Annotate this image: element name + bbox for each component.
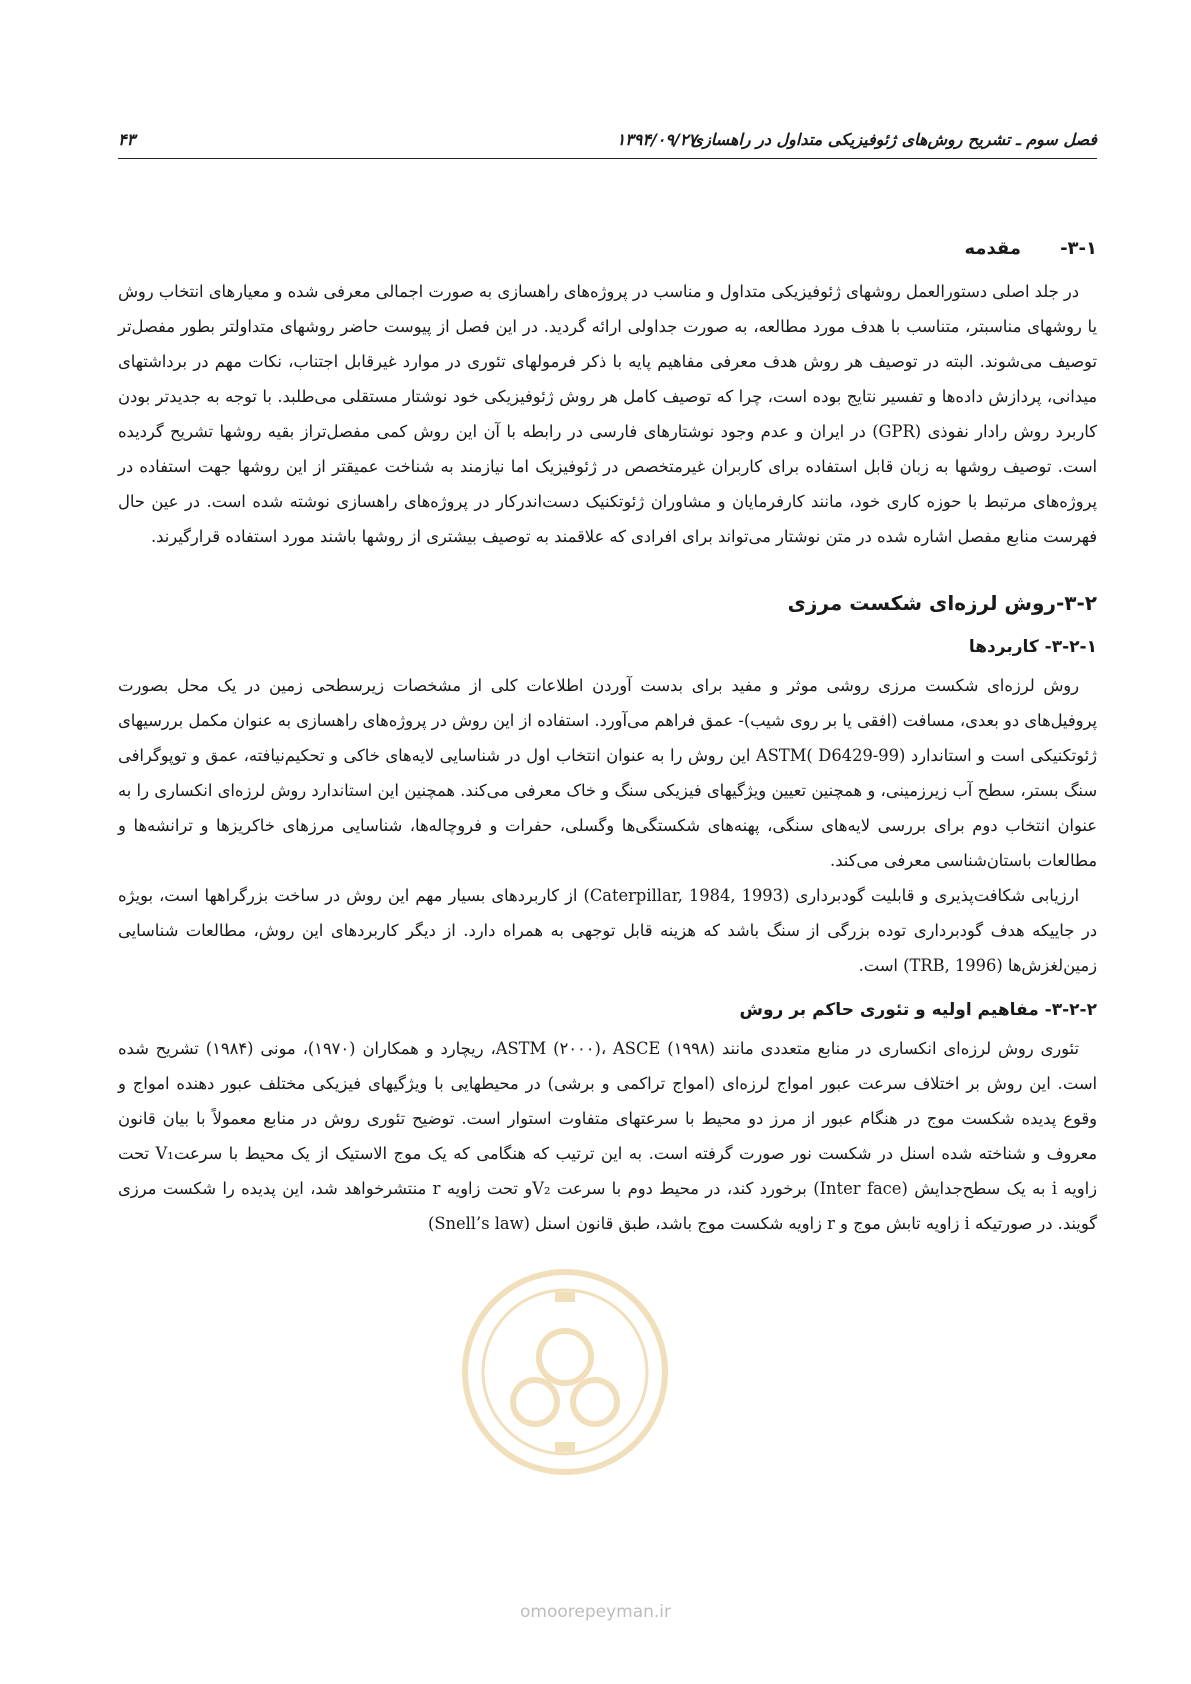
section-heading-introduction — [118, 236, 1097, 262]
header-rule — [118, 158, 1097, 159]
header-chapter-title: فصل سوم ـ تشریح روش‌های ژئوفیزیکی متداول در راهسازی — [690, 130, 1097, 149]
paragraph-applications-1: روش لرزه‌ای شکست مرزی روشی موثر و مفید برای بدست آوردن اطلاعات کلی از مشخصات زیرسطحی زمین در یک محل بصورت پروفیل‌های دو بعدی، مسافت (افقی یا بر روی شیب)- عمق فراهم می‌آورد. استفاده از این روش در پروژه‌های راهسازی به عنوان مکمل بررسیهای ژئوتکنیکی است و استاندارد (ASTM( D6429-99 این روش را به عنوان انتخاب اول در شناسایی لایه‌های خاکی و تحکیم‌نیافته، عمق و توپوگرافی سنگ بستر، سطح آب زیرزمینی، و همچنین تعیین ویژگیهای فیزیکی سنگ و خاک معرفی می‌کند. همچنین این استاندارد روش لرزه‌ای انکساری را به عنوان انتخاب دوم برای بررسی لایه‌های سنگی، پهنه‌های شکستگی‌ها وگسلی، حفرات و فروچاله‌ها، شناسایی مرزهای خاکریزها و ترانشه‌ها و مطالعات باستان‌شناسی معرفی می‌کند. — [118, 676, 1097, 870]
section-title: مقدمه — [964, 238, 1021, 259]
page-number: ۴۳ — [118, 130, 136, 149]
subsection-heading-theory: ۳-۲-۲- مفاهیم اولیه و تئوری حاکم بر روش — [739, 1000, 1097, 1020]
watermark-seal-icon — [455, 1262, 675, 1482]
watermark-site-url: omoorepeyman.ir — [519, 1602, 672, 1622]
paragraph-introduction: در جلد اصلی دستورالعمل روشهای ژئوفیزیکی متداول و مناسب در پروژه‌های راهسازی به صورت اجمالی معرفی شده و معیارهای انتخاب روش یا روشهای مناسبتر، متناسب با هدف مورد مطالعه، به صورت جداولی ارائه گردید. در این فصل از پیوست حاضر روشهای متداولتر بطور مفصل‌تر توصیف می‌شوند. البته در توصیف هر روش هدف معرفی مفاهیم پایه با ذکر فرمولهای تئوری در موارد غیرقابل اجتناب، نکات مهم در برداشتهای میدانی، پردازش داده‌ها و تفسیر نتایج بوده است، چرا که توصیف کامل هر روش ژئوفیزیکی خود نوشتار مستقلی می‌طلبد. با توجه به جدیدتر بودن کاربرد روش رادار نفوذی (GPR) در ایران و عدم وجود نوشتارهای فارسی در رابطه با آن این روش کمی مفصل‌تراز بقیه روشها تشریح گردیده است. توصیف روشها به زبان قابل استفاده برای کاربران غیرمتخصص در ژئوفیزیک اما نیازمند به شناخت عمیقتر از این روشها جهت استفاده در پروژه‌های مرتبط با حوزه کاری خود، مانند کارفرمایان و مشاوران ژئوتکنیک دست‌اندرکار در پروژه‌های راهسازی نوشته شده است. در عین حال فهرست منابع مفصل اشاره شده در متن نوشتار می‌تواند برای افرادی که علاقمند به توصیف بیشتری از روشها باشند مورد استفاده قرارگیرند. — [118, 282, 1098, 546]
section-heading-seismic-refraction: ۳-۲-روش لرزه‌ای شکست مرزی — [787, 591, 1097, 615]
subsection-heading-applications: ۳-۲-۱- کاربردها — [968, 637, 1097, 657]
body-text — [118, 236, 1097, 1241]
paragraph-applications-2: ارزیابی شکافت‌پذیری و قابلیت گودبرداری (Caterpillar, 1984, 1993) از کاربردهای بسیار مهم این روش در ساخت بزرگراهها است، بویژه در جاییکه هدف گودبرداری توده بزرگی از سنگ باشد که هزینه قابل توجهی به همراه دارد. از دیگر کاربردهای این روش، مطالعات شناسایی زمین‌لغزش‌ها (TRB, 1996) است. — [118, 886, 1097, 975]
running-header — [118, 126, 1097, 156]
section-number: ۳-۱- — [1060, 238, 1097, 259]
paragraph-theory: تئوری روش لرزه‌ای انکساری در منابع متعددی مانند ASTM (۲۰۰۰)، ASCE (۱۹۹۸)، ریچارد و همکاران (۱۹۷۰)، مونی (۱۹۸۴) تشریح شده است. این روش بر اختلاف سرعت عبور امواج لرزه‌ای (امواج تراکمی و برشی) در محیطهایی با ویژگیهای فیزیکی مختلف عبور دهنده امواج و وقوع پدیده شکست موج در هنگام عبور از مرز دو محیط با سرعتهای متفاوت استوار است. توضیح تئوری روش در منابع معمولاً با بیان قانون معروف و شناخته شده اسنل در شکست نور صورت گرفته است. به این ترتیب که هنگامی که یک موج الاستیک از یک محیط با سرعتV₁ تحت زاویه i به یک سطح‌جدایش (Inter face) برخورد کند، در محیط دوم با سرعت V₂و تحت زاویه r منتشرخواهد شد، این پدیده را شکست مرزی گویند. در صورتیکه i زاویه تابش موج و r زاویه شکست موج باشد، طبق قانون اسنل (Snell’s law) — [118, 1039, 1098, 1233]
header-date: ۱۳۹۴/۰۹/۲۷ — [616, 130, 697, 149]
